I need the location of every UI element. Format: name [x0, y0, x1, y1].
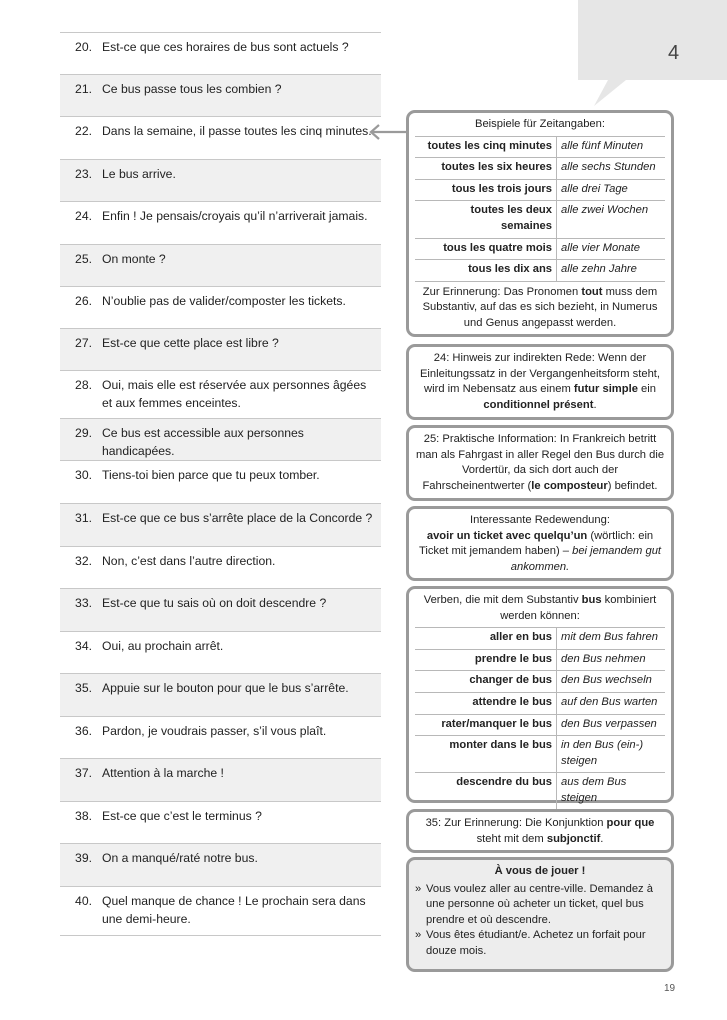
phrase-row	[60, 418, 381, 460]
phrase-text: Enfin ! Je pensais/croyais qu’il n’arriverait jamais.	[102, 209, 368, 223]
french-expression: tous les trois jours	[415, 179, 557, 201]
phrase-number: 20.	[75, 40, 92, 54]
french-expression: toutes les cinq minutes	[415, 136, 557, 158]
french-expression: aller en bus	[415, 628, 557, 650]
phrase-text: Est-ce que ces horaires de bus sont actuels ?	[102, 40, 349, 54]
german-translation: alle zehn Jahre	[557, 260, 666, 282]
phrase-number: 33.	[75, 596, 92, 610]
page-number: 19	[664, 983, 676, 994]
phrase-row	[60, 32, 381, 74]
phrase-text: On a manqué/raté notre bus.	[102, 851, 258, 865]
list-divider	[60, 935, 381, 936]
table-row	[415, 179, 665, 201]
table-row	[415, 671, 665, 693]
time-box-title: Beispiele für Zeitangaben:	[475, 118, 605, 130]
phrase-row	[60, 201, 381, 244]
table-row	[415, 736, 665, 773]
french-expression: toutes les deux semaines	[415, 201, 557, 238]
exercise-list	[415, 882, 665, 960]
german-translation: den Bus nehmen	[557, 649, 666, 671]
bullet-icon: »	[415, 882, 422, 895]
phrase-number: 38.	[75, 809, 92, 823]
phrase-row	[60, 801, 381, 843]
phrase-row	[60, 758, 381, 801]
verbs-box-title: Verben, die mit dem Substantiv bus kombiniert werden können:	[423, 594, 657, 622]
german-translation: alle zwei Wochen	[557, 201, 666, 238]
phrase-row	[60, 546, 381, 588]
phrase-row	[60, 631, 381, 673]
phrase-row	[60, 503, 381, 546]
phrase-text: Tiens-toi bien parce que tu peux tomber.	[102, 468, 320, 482]
french-expression: toutes les six heures	[415, 158, 557, 180]
french-expression: attendre le bus	[415, 692, 557, 714]
bus-verbs-box	[406, 586, 674, 803]
phrase-number: 30.	[75, 468, 92, 482]
phrase-row	[60, 460, 381, 503]
phrase-number: 21.	[75, 82, 92, 96]
german-translation: den Bus verpassen	[557, 714, 666, 736]
german-translation: den Bus wechseln	[557, 671, 666, 693]
french-expression: tous les quatre mois	[415, 238, 557, 260]
phrase-number: 39.	[75, 851, 92, 865]
phrase-text: Oui, mais elle est réservée aux personnes âgées et aux femmes enceintes.	[102, 378, 367, 410]
phrase-text: Dans la semaine, il passe toutes les cinq minutes.	[102, 124, 372, 138]
phrase-row	[60, 673, 381, 716]
note-35-box: 35: Zur Erinnerung: Die Konjunktion pour que steht mit dem subjonctif.	[406, 809, 674, 853]
exercise-item	[415, 928, 665, 959]
phrase-text: Est-ce que tu sais où on doit descendre ?	[102, 596, 327, 610]
phrase-text: Quel manque de chance ! Le prochain sera dans une demi-heure.	[102, 894, 366, 926]
note-25-box: 25: Praktische Information: In Frankreich betritt man als Fahrgast in aller Regel den Bus durch die Vordertür, da sich dort auch der Fahrscheinentwerter (le composteur) befindet.	[406, 425, 674, 501]
phrase-number: 28.	[75, 378, 92, 392]
exercise-title: À vous de jouer !	[494, 865, 586, 877]
table-row	[415, 260, 665, 282]
table-row	[415, 649, 665, 671]
time-box-note: Zur Erinnerung: Das Pronomen tout muss dem Substantiv, auf das es sich bezieht, in Numerus und Genus angepasst werden.	[422, 285, 658, 329]
phrase-row	[60, 159, 381, 201]
german-translation: alle sechs Stunden	[557, 158, 666, 180]
table-row	[415, 238, 665, 260]
table-row	[415, 692, 665, 714]
german-translation: auf den Bus warten	[557, 692, 666, 714]
german-translation: alle vier Monate	[557, 238, 666, 260]
phrase-number: 34.	[75, 639, 92, 653]
phrase-row	[60, 370, 381, 418]
phrase-text: Appuie sur le bouton pour que le bus s’arrête.	[102, 681, 349, 695]
phrase-text: On monte ?	[102, 252, 166, 266]
phrase-number: 27.	[75, 336, 92, 350]
phrase-number: 25.	[75, 252, 92, 266]
phrase-text: Est-ce que cette place est libre ?	[102, 336, 279, 350]
french-expression: tous les dix ans	[415, 260, 557, 282]
bus-verbs-table	[415, 627, 665, 810]
german-translation: in den Bus (ein-) steigen	[557, 736, 666, 773]
exercise-item	[415, 882, 665, 929]
exercise-text: Vous voulez aller au centre-ville. Demandez à une personne où acheter un ticket, quel bus prendre et où descendre.	[426, 882, 653, 926]
phrase-number: 40.	[75, 894, 92, 908]
table-row	[415, 201, 665, 238]
phrase-text: Pardon, je voudrais passer, s’il vous plaît.	[102, 724, 327, 738]
phrase-list	[60, 32, 381, 936]
french-expression: prendre le bus	[415, 649, 557, 671]
bullet-icon: »	[415, 929, 422, 942]
german-translation: alle fünf Minuten	[557, 136, 666, 158]
phrase-text: Est-ce que c’est le terminus ?	[102, 809, 262, 823]
idiom-title: Interessante Redewendung:	[470, 514, 610, 526]
german-translation: mit dem Bus fahren	[557, 628, 666, 650]
arrow-left-icon	[368, 124, 410, 140]
time-expressions-table	[415, 136, 665, 282]
phrase-row	[60, 244, 381, 286]
german-translation: aus dem Bus steigen	[557, 773, 666, 810]
french-expression: changer de bus	[415, 671, 557, 693]
phrase-number: 26.	[75, 294, 92, 308]
phrase-row	[60, 328, 381, 370]
phrase-text: Ce bus est accessible aux personnes handicapées.	[102, 426, 304, 458]
german-translation: alle drei Tage	[557, 179, 666, 201]
phrase-text: Est-ce que ce bus s’arrête place de la Concorde ?	[102, 511, 373, 525]
table-row	[415, 714, 665, 736]
phrase-row	[60, 843, 381, 886]
note-24-box: 24: Hinweis zur indirekten Rede: Wenn der Einleitungssatz in der Vergangenheitsform steht, wird im Nebensatz aus einem futur simple ein conditionnel présent.	[406, 344, 674, 420]
exercise-box	[406, 857, 674, 972]
chapter-number: 4	[668, 42, 680, 64]
phrase-text: Le bus arrive.	[102, 167, 176, 181]
phrase-row	[60, 716, 381, 758]
phrase-row	[60, 588, 381, 631]
phrase-number: 22.	[75, 124, 92, 138]
phrase-text: Non, c’est dans l’autre direction.	[102, 554, 276, 568]
phrase-row	[60, 286, 381, 328]
phrase-number: 24.	[75, 209, 92, 223]
phrase-text: Attention à la marche !	[102, 766, 224, 780]
phrase-number: 35.	[75, 681, 92, 695]
phrase-text: Oui, au prochain arrêt.	[102, 639, 224, 653]
phrase-number: 37.	[75, 766, 92, 780]
phrase-number: 29.	[75, 426, 92, 440]
phrase-row	[60, 74, 381, 116]
table-row	[415, 628, 665, 650]
phrase-text: N’oublie pas de valider/composter les tickets.	[102, 294, 346, 308]
french-expression: rater/manquer le bus	[415, 714, 557, 736]
phrase-number: 32.	[75, 554, 92, 568]
time-expressions-box	[406, 110, 674, 337]
phrase-number: 23.	[75, 167, 92, 181]
chapter-tab	[578, 0, 727, 108]
exercise-text: Vous êtes étudiant/e. Achetez un forfait pour douze mois.	[426, 929, 646, 957]
phrase-number: 31.	[75, 511, 92, 525]
phrase-number: 36.	[75, 724, 92, 738]
phrase-row	[60, 886, 381, 935]
table-row	[415, 773, 665, 810]
phrase-text: Ce bus passe tous les combien ?	[102, 82, 282, 96]
table-row	[415, 158, 665, 180]
table-row	[415, 136, 665, 158]
idiom-box	[406, 506, 674, 581]
phrase-row	[60, 116, 381, 159]
french-expression: descendre du bus	[415, 773, 557, 810]
french-expression: monter dans le bus	[415, 736, 557, 773]
idiom-text: avoir un ticket avec quelqu’un (wörtlich: ein Ticket mit jemandem haben) – bei jemandem gut ankommen.	[418, 529, 662, 573]
